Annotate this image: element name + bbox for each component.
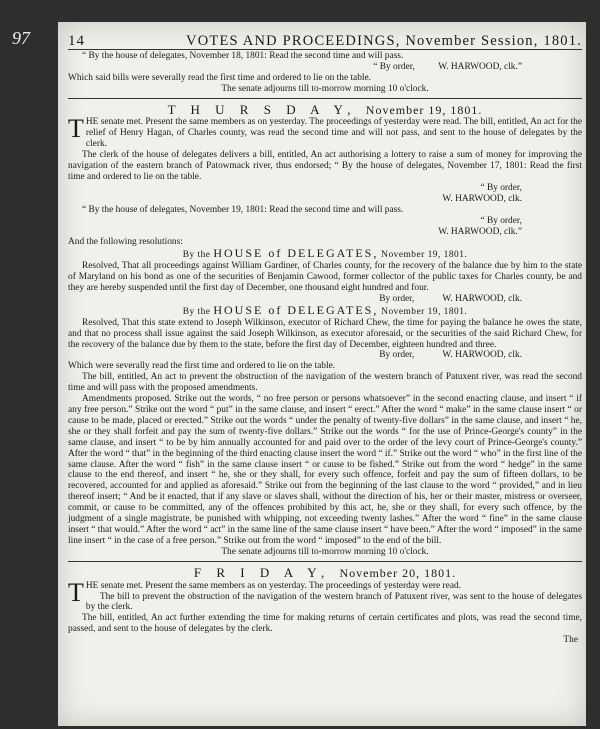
house2-name: HOUSE of DELEGATES, — [213, 302, 379, 317]
thursday-sig2 — [68, 216, 582, 238]
house-heading-2 — [68, 302, 582, 318]
thursday-sig2-name: W. HARWOOD, clk.” — [438, 226, 522, 237]
thursday-p2: The bill, entitled, An act for the relief of Henry Hagan, of Charles county, was read the second time and will not pass, and sent to the house of delegates by the clerk. — [85, 117, 582, 150]
running-head — [68, 33, 582, 50]
thursday-by-order2: “ By order, — [480, 215, 522, 226]
thursday-sig1 — [68, 183, 582, 205]
top-line1: “ By the house of delegates, November 18, 1801: Read the second time and will pass. — [82, 50, 404, 61]
thursday-day: T H U R S D A Y, — [167, 101, 357, 117]
resolution-2: Resolved, That this state extend to Joseph Wilkinson, executor of Richard Chew, the time for paying the balance he owes the state, and that no process shall issue against the said Joseph Wilkinson, as executor aforesaid, or the securities of the said Richard Chew, for the recovery of the balance due by them to the state, before the first day of December, eighteen hundred and three. — [68, 317, 582, 350]
margin-number: 97 — [12, 28, 30, 48]
thursday-p7: The bill, entitled, An act to prevent the obstruction of the navigation of the western branch of Patuxent river, was read the second time and will pass with the proposed amendments. — [68, 372, 582, 394]
house1-date: November 19, 1801. — [381, 250, 468, 261]
house1-by: By the — [182, 250, 211, 261]
thursday-adjourn: The senate adjourns till to-morrow morning 10 o'clock. — [221, 546, 429, 557]
friday-p2: The bill to prevent the obstruction of the navigation of the western branch of Patuxent river, was sent to the house of delegates by the clerk. — [85, 591, 582, 613]
house1-name: HOUSE of DELEGATES, — [213, 246, 379, 261]
thursday-heading — [68, 101, 582, 117]
thursday-p8: Amendments proposed. Strike out the words, “ no free person or persons whatsoever” in the second enacting clause, and insert “ if any free person.” Strike out the word “ put” in the same clause, and insert “ erect.” After the word “ make” in the same clause insert “ or cause to be made, placed or erected.” Strike out the words “ under the penalty of twenty-five dollars” in the same clause, and insert “ he, she or they shall forfeit and pay the sum of twenty-five dollars.” Strike out the words “ for the use of Prince-George's county” in the same clause, and insert “ to be by him annually accounted for and paid over to the order of the levy court of Prince-George's county.” After the word “ that” in the beginning of the third enacting clause insert the word “ if.” Strike out the word “ who” in the first line of the same clause. After the word “ fish” in the same clause insert “ or cause to be fished.” Strike out from the word “ hedge” in the same clause to the end thereof, and insert “ he, she or they shall, for every such offence, forfeit and pay the sum of fifteen dollars, to be recovered, accounted for and applied as aforesaid.” Strike out from the beginning of the last clause to the word “ provided,” and in lieu thereof insert; “ And be it enacted, that if any slave or slaves shall, without the direction of his, her or their master, mistress or overseer, commit, or cause to be committed, any of the offences prohibited by this act, he, she or they shall, for every such offence, by the judgment of a single magistrate, be punished with whipping, not exceeding twenty lashes.” After the word “ fine” in the same clause insert “ that would.” After the word “ act” in the same line of the same clause insert “ have been.” After the word “ imposed” in the same line insert “ in the case of a free person.” Strike out from the word “ imposed” to the end of the bill. — [68, 394, 582, 546]
thursday-dropcap: T — [68, 114, 84, 144]
thursday-by-order1: “ By order, — [480, 182, 522, 193]
thursday-date: November 19, 1801. — [365, 102, 483, 117]
thursday-sig3-name: W. HARWOOD, clk. — [442, 293, 522, 304]
thursday-sig4-name: W. HARWOOD, clk. — [442, 350, 522, 361]
thursday-p1 — [68, 114, 582, 150]
thursday-sig1-name: W. HARWOOD, clk. — [442, 193, 522, 204]
thursday-p4: “ By the house of delegates, November 19, 1801: Read the second time and will pass. — [82, 204, 404, 215]
thursday-p3: The clerk of the house of delegates delivers a bill, entitled, An act authorising a lottery to raise a sum of money for improving the navigation of the eastern branch of Patowmack river, thus endorsed; “ By the house of delegates, November 17, 1801: Read the first time and ordered to lie on the table. — [68, 150, 582, 182]
resolution-1: Resolved, That all proceedings against William Gardiner, of Charles county, for the recovery of the balance due by him to the state of Maryland on his bond as one of the securities of Benjamin Cawood, former collector of the public taxes for Charles county, be and they are hereby suspended until the first day of December, one thousand eight hundred and four. — [68, 261, 582, 294]
thursday-by-order4: By order, — [379, 350, 415, 361]
top-by-order: “ By order, — [373, 61, 415, 72]
thursday-p1-text: HE senate met. Present the same members as on yesterday. The proceedings of yesterday were read. — [85, 117, 462, 128]
top-sig-name: W. HARWOOD, clk.” — [438, 61, 522, 72]
thursday-by-order3: By order, — [379, 293, 415, 304]
thursday-p6: Which were severally read the first time and ordered to lie on the table. — [68, 361, 336, 372]
friday-date: November 20, 1801. — [339, 565, 457, 580]
house-heading-1 — [68, 248, 582, 261]
top-adjourn: The senate adjourns till to-morrow morning 10 o'clock. — [221, 83, 429, 94]
page-number: 14 — [68, 33, 85, 49]
running-title: VOTES AND PROCEEDINGS, November Session, 1801. — [186, 33, 582, 49]
catchword: The — [563, 635, 578, 646]
top-sig — [68, 62, 582, 73]
friday-p3: The bill, entitled, An act further extending the time for making returns of certain certificates and plots, was read the second time, passed, and sent to the house of delegates by the clerk. — [68, 613, 582, 635]
section-rule — [68, 98, 582, 99]
friday-heading — [68, 564, 582, 580]
thursday-p5: And the following resolutions: — [68, 237, 183, 248]
house2-date: November 19, 1801. — [381, 306, 468, 317]
friday-day: F R I D A Y, — [193, 564, 331, 580]
section-rule — [68, 561, 582, 562]
friday-p1-text: HE senate met. Present the same members as on yesterday. The proceedings of yesterday were read. — [85, 580, 462, 591]
house2-by: By the — [182, 306, 211, 317]
top-line2: Which said bills were severally read the first time and ordered to lie on the table. — [68, 72, 372, 83]
friday-dropcap: T — [68, 577, 84, 607]
thursday-sig4 — [68, 350, 582, 361]
page-content — [68, 33, 582, 646]
